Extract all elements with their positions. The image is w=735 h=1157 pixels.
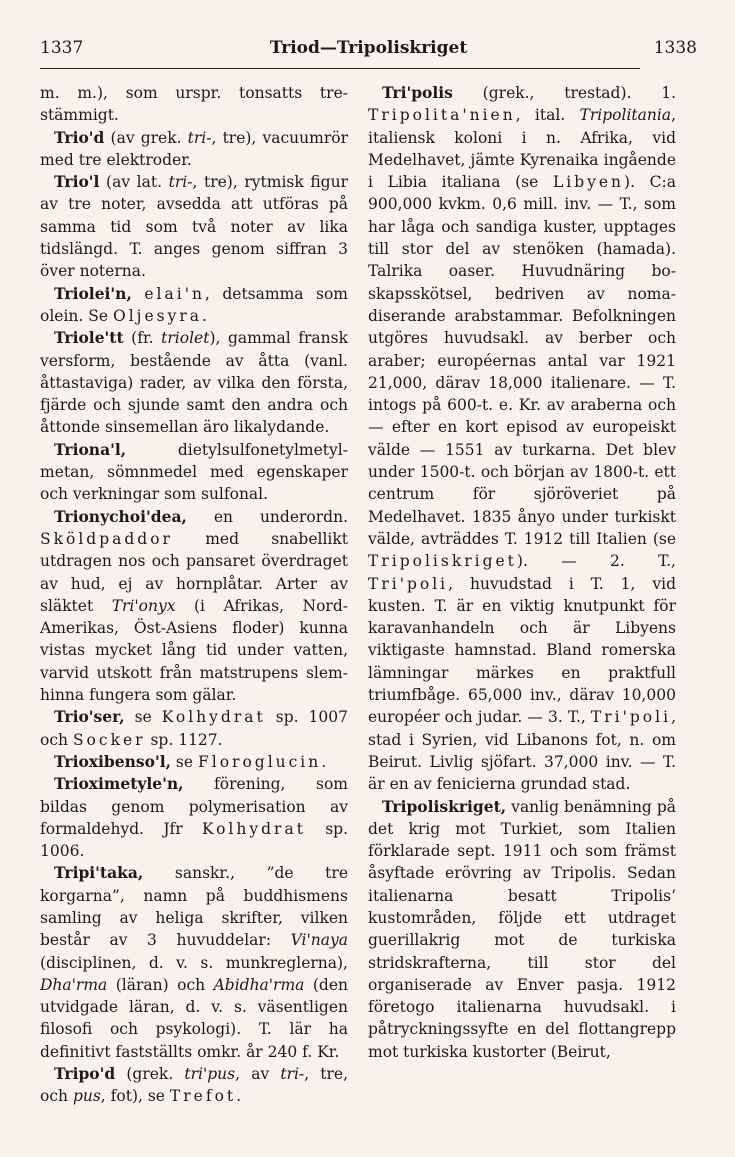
entry-italic-term: Vi'naya xyxy=(290,931,348,950)
entry-text: , av xyxy=(235,1065,281,1084)
entry-italic-term: tri- xyxy=(168,173,193,192)
entry-text: , stad i Syrien, vid Libanons fot, n. om Beirut. Livlig sjöfart. 37,000 inv. — T. är en av fenicierna grundad stad. xyxy=(368,708,676,794)
entry-text: m. m.), som urspr. tonsatts trestämmigt. xyxy=(40,84,348,125)
entry-text: sp. 1006. xyxy=(40,819,348,861)
entry-cross-reference: Socker xyxy=(72,730,146,749)
entry-text: , ital. xyxy=(515,106,580,125)
entry-text: sp. 1007 och xyxy=(40,708,349,749)
entry-headword: Triole'tt xyxy=(54,328,124,348)
entry-text: , huvudstad i T. 1, vid kusten. T. är en viktig knutpunkt för karavanhandeln och är Libyens viktigaste hamnstad. Bland romerska lämningar märkes en praktfull triumfbåge. 65,000 inv., därav 10,000 européer och judar. — 3. T., xyxy=(368,574,676,727)
entry-text: ). C:a 900,000 kvkm. 0,6 mill. inv. — T., som har låga och sandiga kuster, upptages till stor del av stenöken (hamada). Talrika oaser. Huvudnäring boskapsskötsel, bedriven av nomadiserande arabstammar. Befolkningen utgöres huvudsakl. av berber och araber; européernas antal var 1921 21,000, därav 18,000 italienare. — T. intogs på 600-t. e. Kr. av araberna och — efter en kort episod av europeiskt välde — 1551 av turkarna. Det blev under 1500-t. och början av 1800-t. ett centrum för sjöröveriet på Medelhavet. 1835 ånyo under turkiskt välde, avträddes T. 1912 till Italien (se xyxy=(368,173,676,548)
dictionary-entry xyxy=(368,82,676,796)
entry-italic-term: Tripolitania xyxy=(579,106,672,125)
entry-text: sanskr., ”de tre korgarna”, namn på buddhismens samling av heliga skrifter, vilken består av 3 huvuddelar: xyxy=(40,864,348,950)
entry-cross-reference: elai'n xyxy=(144,284,205,303)
header-rule xyxy=(40,68,640,69)
entry-text: sp. 1127. xyxy=(145,730,223,749)
dictionary-entry xyxy=(40,1063,348,1108)
running-title: Triod—Tripoliskriget xyxy=(269,38,468,58)
right-column xyxy=(368,82,676,1063)
entry-headword: Tripoliskriget, xyxy=(382,796,507,816)
page-header xyxy=(40,38,697,68)
entry-cross-reference: Trefot xyxy=(169,1087,237,1106)
entry-text: . xyxy=(202,306,207,325)
entry-headword: Trio'l xyxy=(54,172,100,192)
entry-text: se xyxy=(171,752,198,771)
entry-text: ), gammal fransk versform, bestående av åtta (vanl. åttastaviga) rader, av vilka den första, fjärde och sjunde samt den andra och åttonde sinsemellan äro likalydande. xyxy=(40,329,348,437)
dictionary-entry xyxy=(40,439,348,506)
entry-text: (den utvidgade läran, d. v. s. väsentligen filosofi och psykologi). T. lär ha definitivt fastställts omkr. år 240 f. Kr. xyxy=(40,975,348,1061)
entry-cross-reference: Tri'poli xyxy=(368,574,449,593)
entry-headword: Tri'polis xyxy=(382,83,453,102)
entry-cross-reference: Tripoliskriget xyxy=(368,552,517,571)
entry-text: ). — 2. T., xyxy=(516,552,676,571)
entry-text: dietylsulfonetylmetylmetan, sömnmedel med egenskaper och verkningar som sulfonal. xyxy=(40,440,348,504)
entry-text: (av grek. xyxy=(104,128,188,147)
entry-headword: Trio'd xyxy=(54,127,105,147)
entry-cross-reference: Kolhydrat xyxy=(161,708,266,727)
entry-italic-term: tri- xyxy=(187,128,212,147)
entry-cross-reference: Tri'poli xyxy=(590,708,672,727)
entry-text: , italiensk koloni i n. Afrika, vid Medelhavet, jämte Kyrenaika ingående i Libia italiana (se xyxy=(368,106,676,192)
entry-cross-reference: Tripolita'nien xyxy=(368,106,516,125)
entry-italic-term: Abidha'rma xyxy=(213,975,305,994)
entry-italic-term: Tri'onyx xyxy=(111,596,176,615)
entry-headword: Triona'l, xyxy=(54,439,127,459)
entry-text: , fot), se xyxy=(100,1087,170,1106)
dictionary-entry xyxy=(40,283,348,328)
entry-text: (disciplinen, d. v. s. munkreglerna), xyxy=(40,953,348,972)
entry-cross-reference: Libyen xyxy=(552,173,625,192)
dictionary-entry xyxy=(40,506,348,707)
dictionary-entry xyxy=(40,127,348,172)
dictionary-entry xyxy=(368,796,676,1064)
entry-text: , tre), rytmisk figur av tre noter, avsedda att utföras på samma tid som två noter av lika tidslängd. T. anges genom siffran 3 över noterna. xyxy=(40,173,348,281)
entry-text: (läran) och xyxy=(107,975,214,994)
entry-cross-reference: Sköldpaddor xyxy=(40,529,173,548)
entry-text: , detsamma som olein. Se xyxy=(40,284,348,325)
entry-headword: Tripo'd xyxy=(54,1064,116,1084)
entry-headword: Triolei'n, xyxy=(54,283,132,303)
entry-italic-term: Dha'rma xyxy=(40,975,108,994)
entry-text: med snabellikt utdragen nos och pansaret överdraget av hud, ej av hornplåtar. Arter av släktet xyxy=(40,529,348,615)
entry-headword: Tripi'taka, xyxy=(54,863,144,883)
entry-text: , tre, och xyxy=(40,1065,348,1106)
page-number-right: 1338 xyxy=(653,38,697,58)
entry-italic-term: tri'pus xyxy=(184,1065,236,1084)
entry-italic-term: triolet xyxy=(161,329,210,348)
entry-headword: Trioxibenso'l, xyxy=(54,751,171,771)
dictionary-entry xyxy=(40,706,348,751)
entry-text: (grek. xyxy=(115,1065,185,1084)
entry-cross-reference: Oljesyra xyxy=(112,306,202,325)
entry-text: (i Afrikas, Nord-Amerikas, Öst-Asiens floder) kunna vistas mycket lång tid under vatten, varvid utskott från matstrupens slemhinna fungera som gälar. xyxy=(40,596,348,705)
entry-italic-term: pus xyxy=(72,1087,101,1106)
entry-cross-reference: Floroglucin xyxy=(197,752,322,771)
dictionary-entry xyxy=(40,171,348,282)
entry-text: se xyxy=(124,708,162,727)
dictionary-entry xyxy=(40,862,348,1063)
entry-text: (grek., trestad). 1. xyxy=(452,84,676,102)
entry-headword: Trioximetyle'n, xyxy=(54,774,184,794)
entry-text: (av lat. xyxy=(99,173,169,192)
dictionary-entry xyxy=(40,751,348,773)
entry-cross-reference: Kolhydrat xyxy=(201,819,306,838)
entry-text: . xyxy=(321,752,327,771)
page-number-left: 1337 xyxy=(40,38,84,58)
entry-headword: Trionychoi'dea, xyxy=(54,506,187,526)
entry-text: . xyxy=(236,1087,242,1106)
entry-text: en underordn. xyxy=(186,507,348,526)
left-column xyxy=(40,82,348,1108)
entry-text xyxy=(132,285,145,303)
dictionary-entry xyxy=(40,82,348,127)
entry-headword: Trio'ser, xyxy=(54,707,125,727)
entry-italic-term: tri- xyxy=(280,1065,305,1084)
entry-text: förening, som bildas genom polymerisation av formaldehyd. Jfr xyxy=(40,775,348,838)
entry-text: vanlig benämning på det krig mot Turkiet, som Italien förklarade sept. 1911 och som främst åsyftade erövring av Tripolis. Sedan italienarna besatt Tripolis’ kustområden, följde ett utdraget guerillakrig mot de turkiska stridskrafterna, till stor del organiserade av Enver pasja. 1912 företogo italienarna huvudsakl. i påtryckningssyfte en del flottangrepp mot turkiska kustorter (Beirut, xyxy=(368,797,676,1061)
entry-text: , tre), vacuumrör med tre elektroder. xyxy=(40,128,348,169)
entry-text: (fr. xyxy=(123,329,162,348)
dictionary-entry xyxy=(40,773,348,862)
dictionary-entry xyxy=(40,327,348,438)
